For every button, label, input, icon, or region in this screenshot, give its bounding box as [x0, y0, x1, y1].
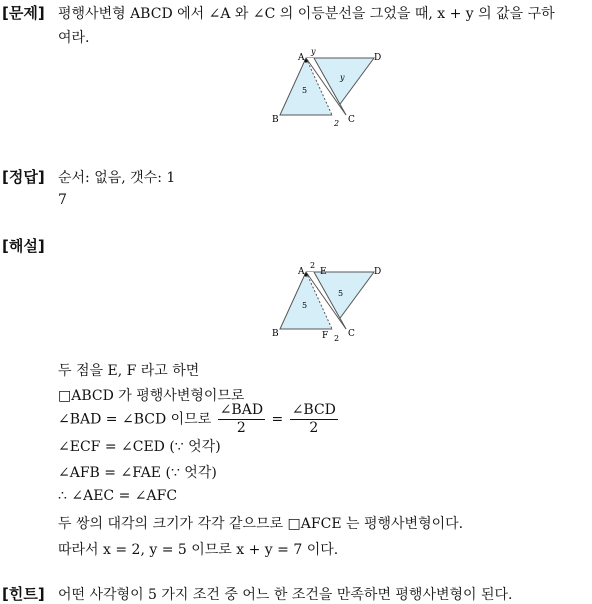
figure1-label-c: C [348, 115, 355, 125]
figure2-label-a: A [298, 267, 305, 277]
answer-tag: [정답] [2, 168, 45, 186]
figure2-label-c: C [348, 329, 355, 339]
answer-value: 7 [58, 192, 67, 208]
figure2-label-e: E [320, 267, 327, 277]
figure2-label-two-top: 2 [310, 261, 316, 270]
figure2-label-five-right: 5 [338, 289, 344, 298]
hint-text: 어떤 사각형이 5 가지 조건 중 어느 한 조건을 만족하면 평행사변형이 된다. [58, 587, 513, 603]
solution-line-4: ∠ECF = ∠CED (∵ 엇각) [58, 439, 221, 455]
hint-tag: [힌트] [2, 585, 45, 603]
figure2-label-b: B [272, 329, 279, 339]
solution-line-3-left: ∠BAD = ∠BCD 이므로 [58, 411, 212, 428]
solution-line-8: 따라서 x = 2, y = 5 이므로 x + y = 7 이다. [58, 542, 339, 558]
fraction-bad [218, 402, 265, 437]
figure2-label-five-left: 5 [302, 301, 308, 310]
solution-line-5: ∠AFB = ∠FAE (∵ 엇각) [58, 465, 217, 481]
solution-line-7: 두 쌍의 대각의 크기가 각각 같으므로 □AFCE 는 평행사변형이다. [58, 516, 464, 532]
problem-line-1: 평행사변형 ABCD 에서 ∠A 와 ∠C 의 이등분선을 그었을 때, x + y 의 값을 구하 [58, 6, 555, 22]
fraction-bcd-denominator: 2 [309, 420, 319, 436]
figure1-label-d: D [374, 53, 382, 63]
solution-line-3 [58, 402, 340, 437]
figure1-label-mid: y [340, 73, 345, 82]
parallelogram-figure-1 [262, 44, 392, 128]
figure2-label-d: D [374, 267, 382, 277]
fraction-bad-denominator: 2 [236, 420, 246, 436]
fraction-equals: = [271, 411, 284, 428]
figure1-label-top: y [311, 47, 316, 56]
problem-tag: [문제] [2, 4, 45, 22]
figure2-angle-dot [304, 273, 307, 276]
figure1-angle-dot [304, 59, 307, 62]
solution-tag: [해설] [2, 237, 45, 255]
figure2-label-two-bottom: 2 [334, 334, 340, 343]
solution-line-2: □ABCD 가 평행사변형이므로 [58, 388, 245, 404]
answer-meta: 순서: 없음, 갯수: 1 [58, 170, 176, 186]
figure1-label-a: A [298, 53, 305, 63]
fraction-bcd [290, 402, 338, 437]
figure1-label-bottom: 2 [334, 119, 340, 128]
solution-line-6: ∴ ∠AEC = ∠AFC [58, 488, 178, 504]
solution-line-1: 두 점을 E, F 라고 하면 [58, 363, 200, 379]
fraction-bcd-numerator: ∠BCD [291, 402, 336, 418]
problem-line-2: 여라. [58, 30, 90, 46]
figure2-label-f: F [322, 331, 329, 341]
parallelogram-figure-2 [262, 258, 392, 344]
figure1-label-b: B [272, 115, 279, 125]
figure1-label-five: 5 [302, 86, 308, 95]
fraction-bad-numerator: ∠BAD [219, 402, 264, 418]
